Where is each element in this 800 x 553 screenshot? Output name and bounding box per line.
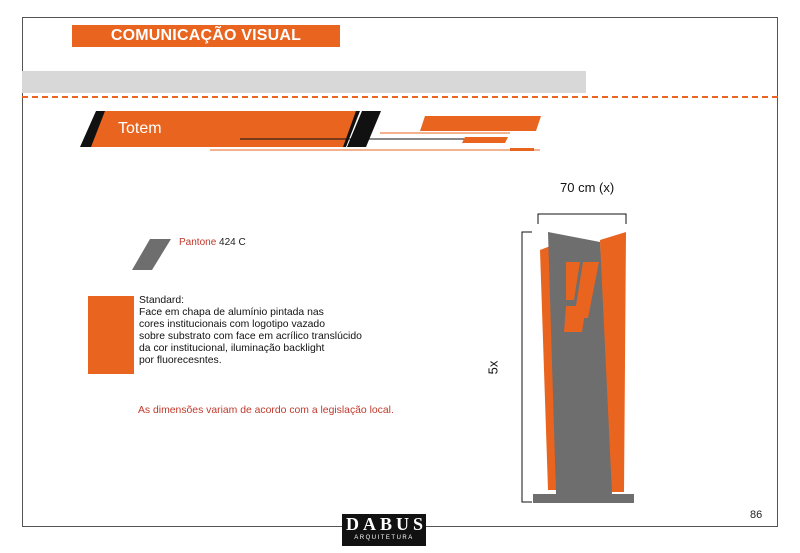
dabus-logo	[342, 514, 426, 546]
accent-bar-3	[510, 148, 534, 151]
standard-line: cores institucionais com logotipo vazado	[139, 319, 325, 330]
logo-sub-text: ARQUITETURA	[354, 535, 414, 541]
pantone-code: 424 C	[219, 237, 246, 248]
totem-base	[533, 494, 634, 503]
standard-description	[139, 295, 362, 367]
standard-color-swatch	[88, 296, 134, 374]
logo-main-text: DABUS	[346, 514, 428, 534]
pantone-label	[179, 237, 246, 248]
width-dimension-label: 70 cm (x)	[560, 180, 615, 195]
height-dimension-line	[522, 232, 532, 502]
page-title: Totem	[118, 120, 162, 137]
standard-line: Standard:	[139, 295, 185, 306]
accent-bar-2	[462, 137, 508, 143]
standard-line: Face em chapa de alumínio pintada nas	[139, 307, 324, 318]
legislation-note: As dimensões variam de acordo com a legislação local.	[138, 405, 394, 416]
standard-line: da cor institucional, iluminação backlight	[139, 343, 325, 354]
standard-line: sobre substrato com face em acrílico translúcido	[139, 331, 362, 342]
height-dimension-label: 5x	[485, 360, 501, 375]
totem-illustration	[522, 214, 634, 503]
standard-line: por fluorecesntes.	[139, 355, 222, 366]
pantone-name: Pantone	[179, 237, 217, 248]
section-title: COMUNICAÇÃO VISUAL	[72, 25, 340, 47]
page-number: 86	[750, 509, 763, 521]
pantone-swatch	[132, 239, 171, 270]
width-dimension-line	[538, 214, 626, 224]
accent-bar-1	[420, 116, 541, 131]
